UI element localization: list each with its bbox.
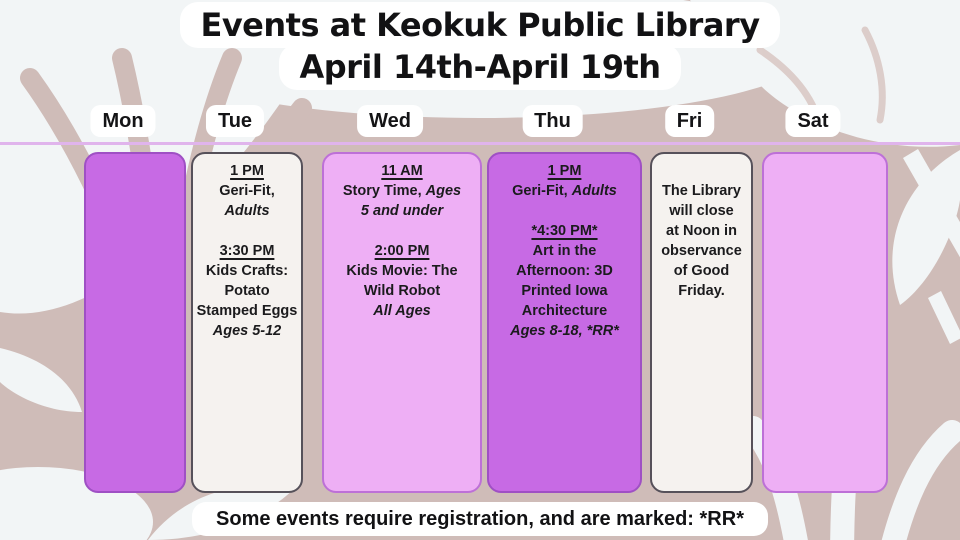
event-line: observance bbox=[661, 243, 742, 259]
event-line: Geri-Fit, Adults bbox=[512, 183, 617, 199]
event-line: Geri-Fit, bbox=[219, 183, 275, 199]
event-line: will close bbox=[669, 203, 734, 219]
event-line: The Library bbox=[662, 183, 741, 199]
event-line bbox=[196, 221, 298, 241]
event-line: Printed Iowa bbox=[521, 283, 608, 299]
event-line: Art in the bbox=[532, 243, 597, 259]
day-card-sat bbox=[762, 152, 888, 493]
header-divider-line bbox=[0, 142, 960, 145]
event-line: Adults bbox=[224, 203, 270, 219]
day-header-thu: Thu bbox=[522, 105, 583, 137]
event-line: at Noon in bbox=[666, 223, 737, 239]
day-card-thu bbox=[487, 152, 642, 493]
event-line: 1 PM bbox=[230, 163, 264, 179]
day-card-fri bbox=[650, 152, 753, 493]
event-line: Kids Crafts: bbox=[205, 263, 289, 279]
event-line bbox=[327, 221, 477, 241]
event-line: Potato bbox=[224, 283, 270, 299]
event-line: of Good bbox=[673, 263, 730, 279]
event-line: Kids Movie: The bbox=[346, 263, 458, 279]
day-header-mon: Mon bbox=[90, 105, 155, 137]
event-line: 11 AM bbox=[381, 163, 423, 179]
event-line: Friday. bbox=[678, 283, 725, 299]
day-card-tue bbox=[191, 152, 303, 493]
poster-title bbox=[0, 2, 960, 90]
event-line bbox=[655, 161, 748, 181]
day-header-tue: Tue bbox=[206, 105, 264, 137]
day-header-sat: Sat bbox=[785, 105, 840, 137]
event-line: Stamped Eggs bbox=[196, 303, 298, 319]
title-line-2: April 14th-April 19th bbox=[279, 44, 680, 90]
event-line bbox=[492, 201, 637, 221]
event-line: Wild Robot bbox=[363, 283, 441, 299]
event-line: Architecture bbox=[521, 303, 608, 319]
title-line-1: Events at Keokuk Public Library bbox=[180, 2, 779, 48]
registration-note: Some events require registration, and are marked: *RR* bbox=[192, 502, 768, 536]
event-line: 2:00 PM bbox=[374, 243, 430, 259]
event-line: Ages 5-12 bbox=[212, 323, 282, 339]
event-line: 1 PM bbox=[547, 163, 582, 179]
event-line: All Ages bbox=[373, 303, 431, 319]
event-line: Story Time, Ages bbox=[342, 183, 462, 199]
event-line: Afternoon: 3D bbox=[516, 263, 613, 279]
day-header-wed: Wed bbox=[357, 105, 423, 137]
day-card-wed bbox=[322, 152, 482, 493]
event-line: 5 and under bbox=[360, 203, 444, 219]
day-header-fri: Fri bbox=[665, 105, 715, 137]
event-line: *4:30 PM* bbox=[531, 223, 598, 239]
event-line: Ages 8-18, *RR* bbox=[510, 323, 619, 339]
event-line: 3:30 PM bbox=[219, 243, 275, 259]
day-card-mon bbox=[84, 152, 186, 493]
